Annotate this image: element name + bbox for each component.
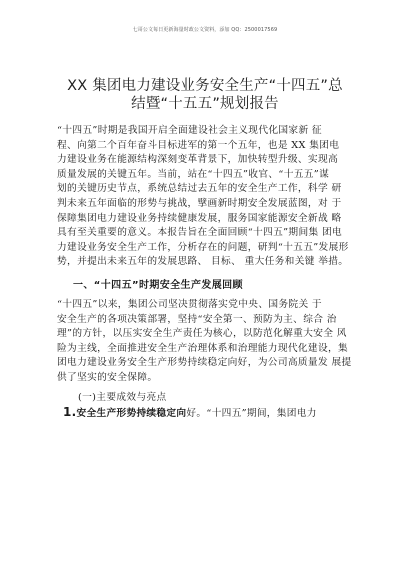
intro-line: 具有至关重要的意义。本报告旨在全面回顾“十四五”期间集 团电: [57, 227, 343, 239]
numbered-item-1: [63, 405, 317, 419]
item-bold-lead: 安全生产形势持续稳定向: [76, 408, 187, 419]
section-1-line: “十四五”以来，集团公司坚决贯彻落实党中央、国务院关 于: [57, 299, 322, 310]
intro-line: 力建设业务在能源结构深刻变革背景下，加快转型升级、实现高: [57, 154, 339, 166]
section-1-line: 供了坚实的安全保障。: [57, 372, 158, 383]
intro-line: 保障集团电力建设业务持续健康发展，服务国家能源安全新战 略: [57, 212, 342, 224]
item-text: 好。“十四五”期间，集团电力: [186, 408, 317, 419]
intro-line: “十四五”时期是我国开启全面建设社会主义现代化国家新 征: [57, 125, 322, 136]
section-1-line: 团电力建设业务安全生产形势持续稳定向好，为公司高质量发 展提: [57, 357, 352, 369]
intro-line: 势，并提出未来五年的发展思路、 目标、 重大任务和关键 举措。: [57, 256, 349, 268]
section-1-line: 安全生产的各项决策部署，坚持“安全第一、预防为主、综合 治: [57, 313, 337, 325]
intro-line: 划的关键历史节点，系统总结过去五年的安全生产工作，科学 研: [57, 183, 342, 195]
section-1-line: 理”的方针，以压实安全生产责任为核心，以防范化解重大安全 风: [57, 328, 347, 340]
intro-line: 质量发展的关键五年。当前，站在“十四五”收官、“十五五”谋: [57, 168, 330, 180]
intro-line: 判未来五年面临的形势与挑战，擘画新时期安全发展蓝图，对 于: [57, 198, 342, 209]
section-1-line: 险为主线，全面推进安全生产治理体系和治理能力现代化建设，集: [57, 342, 349, 354]
item-number: 1.: [63, 405, 77, 419]
subsection-heading-1: (一)主要成效与亮点: [78, 392, 167, 403]
intro-line: 力建设业务安全生产工作，分析存在的问题，研判“十五五”发展形: [57, 241, 349, 253]
document-title-line-1: XX 集团电力建设业务安全生产“十四五”总: [67, 78, 343, 94]
document-title-line-2: 结暨“十五五”规划报告: [131, 96, 279, 112]
intro-line: 程、向第二个百年奋斗目标进军的第一个五年，也是 XX 集团电: [57, 139, 340, 151]
header-note: 七哥公文每日更新海量时政公文资料，添加 QQ：2500017569: [132, 27, 278, 33]
section-heading-1: 一、“十四五”时期安全生产发展回顾: [73, 280, 243, 291]
